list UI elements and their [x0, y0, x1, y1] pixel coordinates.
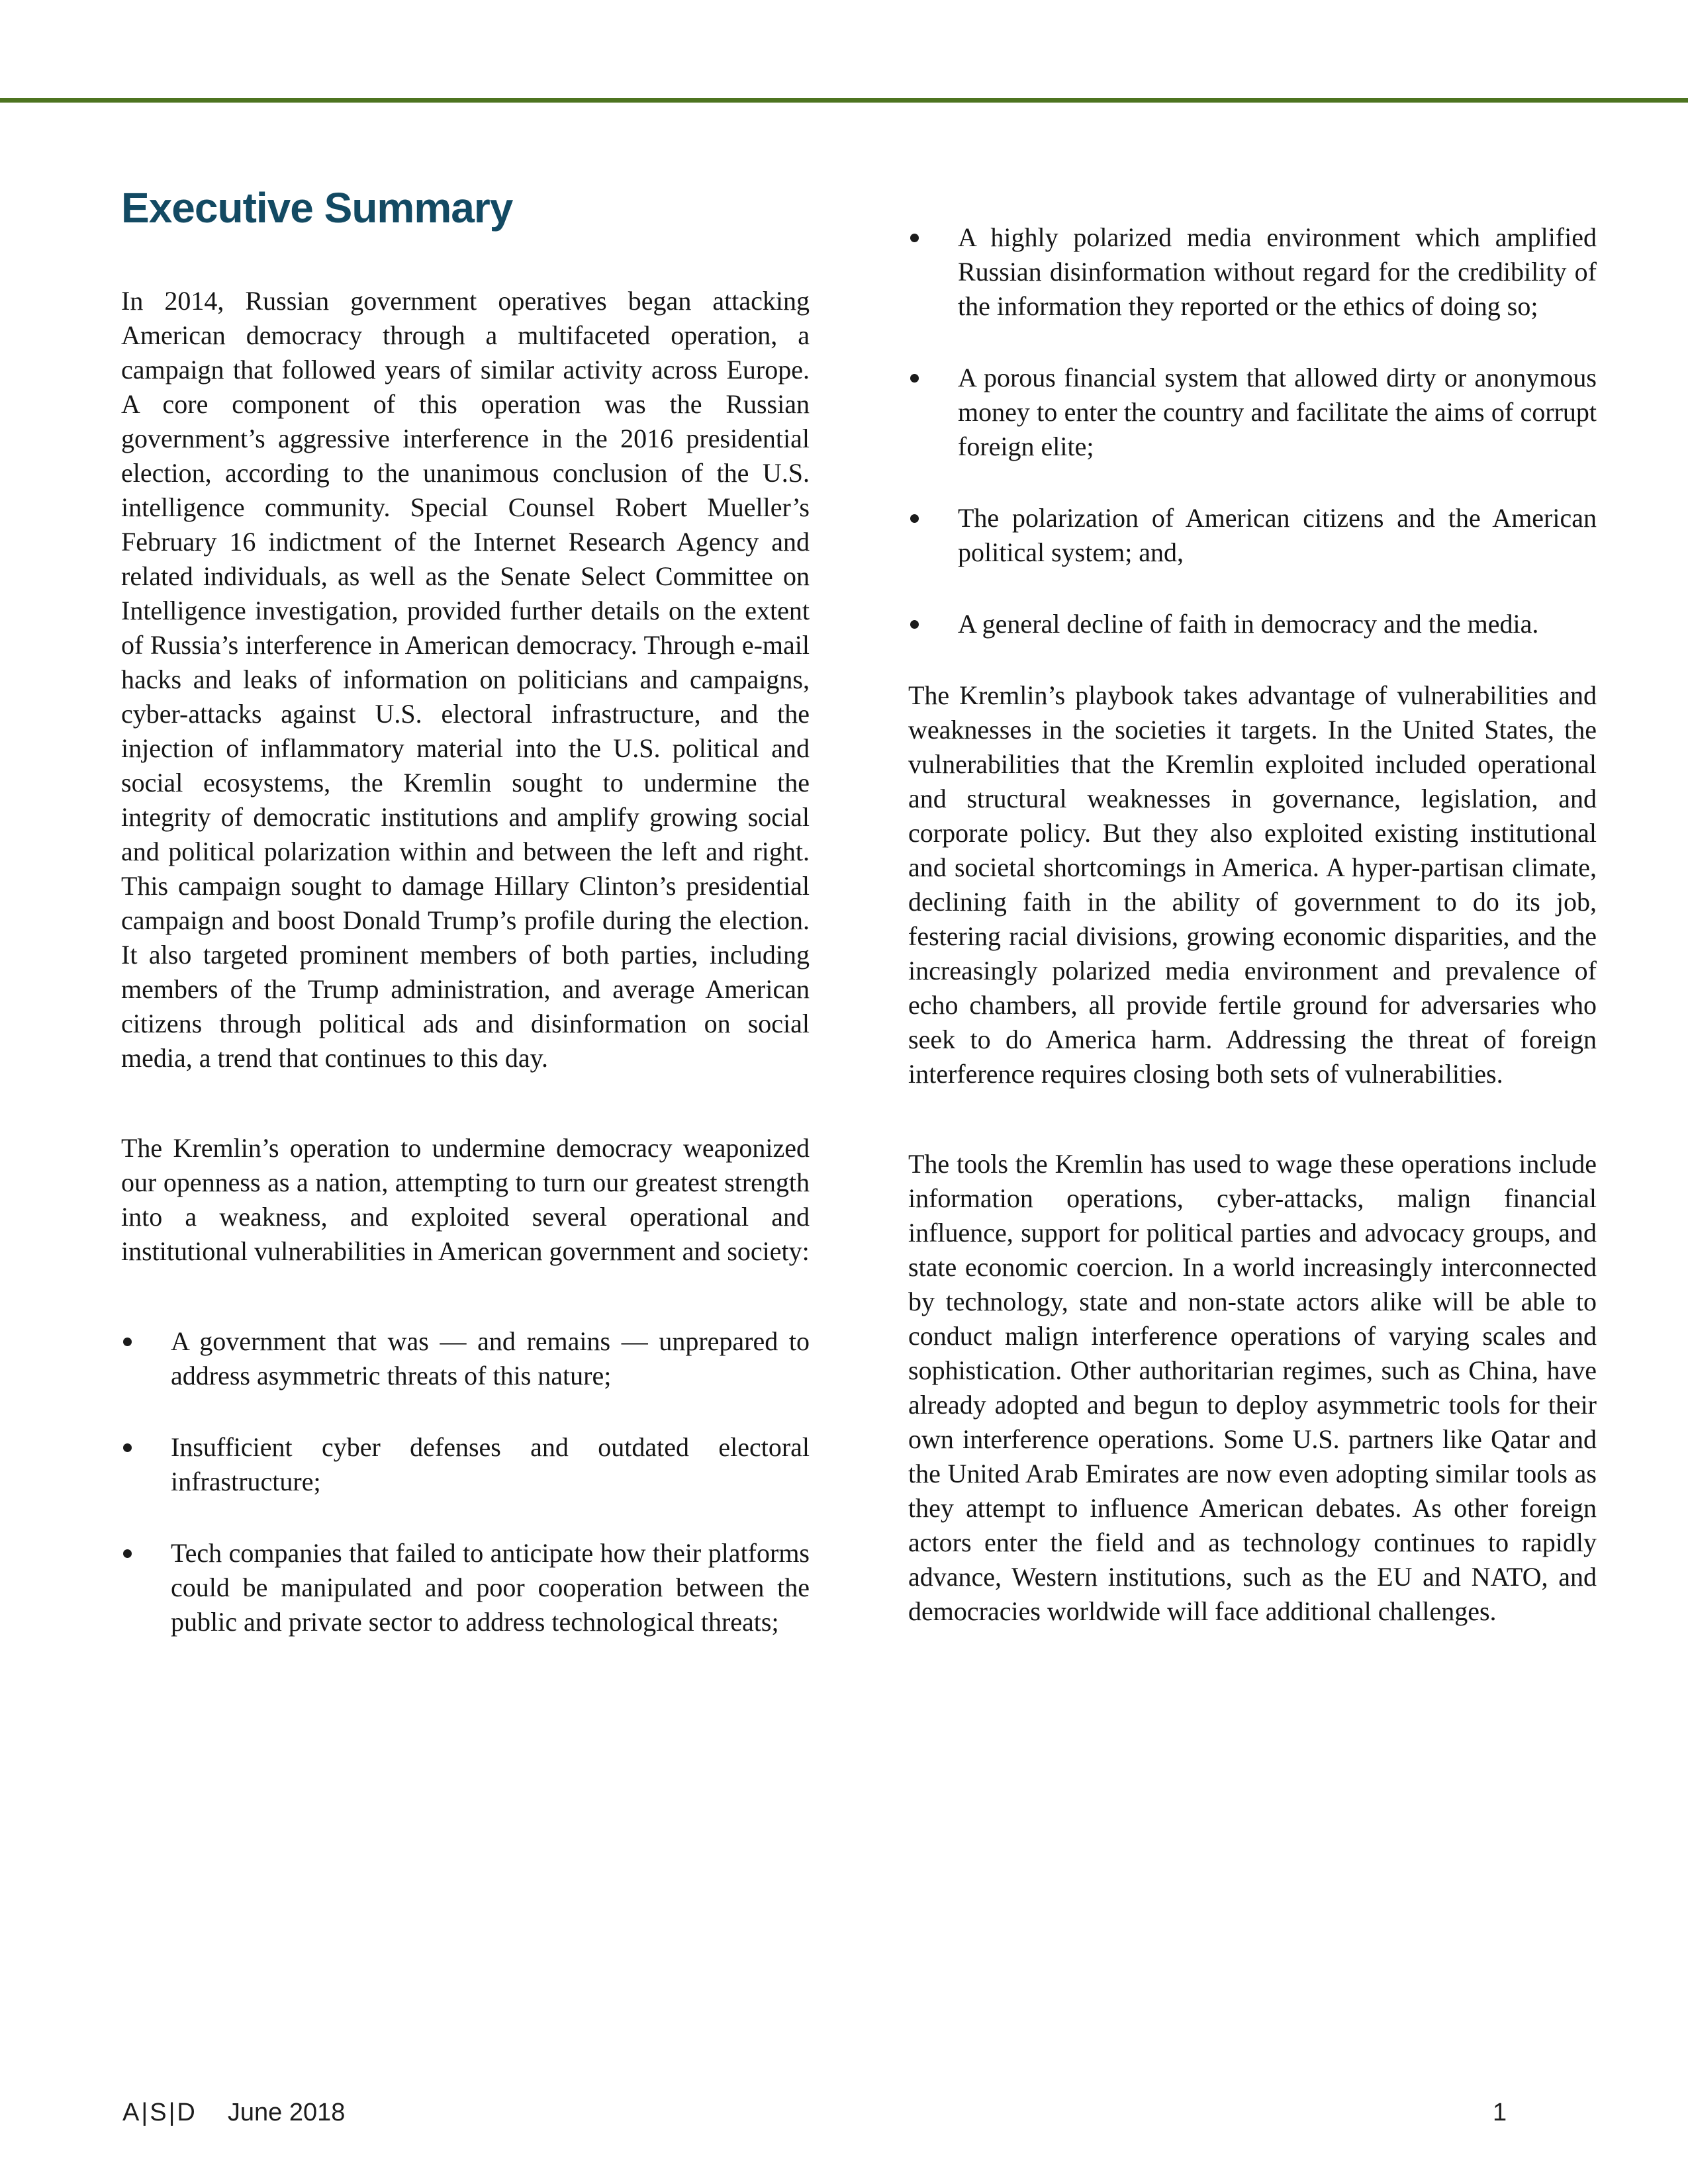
bullet-item	[121, 1430, 810, 1499]
page-number: 1	[1493, 2099, 1507, 2126]
footer-brand-label: A|S|D	[122, 2099, 197, 2126]
page-title: Executive Summary	[121, 184, 513, 232]
bullet-text: A general decline of faith in democracy and the media.	[958, 609, 1539, 639]
bullet-icon	[910, 374, 919, 383]
bullet-item	[908, 220, 1597, 324]
bullet-text: Insufficient cyber defenses and outdated electoral infrastructure;	[171, 1432, 810, 1496]
bullet-text: Tech companies that failed to anticipate how their platforms could be manipulated and poor cooperation between the public and private sector to address technological threats;	[171, 1538, 810, 1637]
bullet-icon	[910, 620, 919, 629]
bullet-item	[121, 1324, 810, 1393]
bullet-text: A government that was — and remains — unprepared to address asymmetric threats of this nature;	[171, 1326, 810, 1390]
bullet-item	[908, 501, 1597, 570]
top-rule-divider	[0, 98, 1688, 103]
bullet-item	[121, 1536, 810, 1639]
bullet-icon	[123, 1549, 132, 1558]
page-footer	[122, 2097, 345, 2128]
paragraph: The tools the Kremlin has used to wage these operations include information operations, cyber-attacks, malign financial influence, support for political parties and advocacy groups, and state economic coercion. In a world increasingly interconnected by technology, state and non-state actors alike will be able to conduct malign interference operations of varying scales and sophistication. Other authoritarian regimes, such as China, have already adopted and begun to deploy asymmetric tools for their own interference operations. Some U.S. partners like Qatar and the United Arab Emirates are now even adopting similar tools as they attempt to influence American debates. As other foreign actors enter the field and as technology continues to rapidly advance, Western institutions, such as the EU and NATO, and democracies worldwide will face additional challenges.	[908, 1149, 1597, 1626]
bullet-text: A porous financial system that allowed dirty or anonymous money to enter the country and facilitate the aims of corrupt foreign elite;	[958, 363, 1597, 461]
bullet-icon	[123, 1338, 132, 1346]
paragraph: The Kremlin’s operation to undermine democracy weaponized our openness as a nation, attempting to turn our greatest strength into a weakness, and exploited several operational and institutional vulnerabilities in American government and society:	[121, 1133, 810, 1266]
bullet-icon	[123, 1443, 132, 1452]
bullet-text: A highly polarized media environment which amplified Russian disinformation without regard for the credibility of the information they reported or the ethics of doing so;	[958, 222, 1597, 321]
right-column	[908, 220, 1597, 1684]
bullet-item	[908, 361, 1597, 464]
bullet-icon	[910, 234, 919, 242]
bullet-item	[908, 607, 1597, 641]
paragraph: The Kremlin’s playbook takes advantage of vulnerabilities and weaknesses in the societies it targets. In the United States, the vulnerabilities that the Kremlin exploited included operational and structural weaknesses in governance, legislation, and corporate policy. But they also exploited existing institutional and societal shortcomings in America. A hyper-partisan climate, declining faith in the ability of government to do its job, festering racial divisions, growing economic disparities, and the increasingly polarized media environment and prevalence of echo chambers, all provide fertile ground for adversaries who seek to do America harm. Addressing the threat of foreign interference requires closing both sets of vulnerabilities.	[908, 680, 1597, 1089]
bullet-text: The polarization of American citizens and the American political system; and,	[958, 503, 1597, 567]
bullet-icon	[910, 514, 919, 523]
footer-date-label: June 2018	[227, 2099, 346, 2126]
left-column	[121, 284, 810, 1676]
paragraph: In 2014, Russian government operatives began attacking American democracy through a multifaceted operation, a campaign that followed years of similar activity across Europe. A core component of this operation was the Russian government’s aggressive interference in the 2016 presidential election, according to the unanimous conclusion of the U.S. intelligence community. Special Counsel Robert Mueller’s February 16 indictment of the Internet Research Agency and related individuals, as well as the Senate Select Committee on Intelligence investigation, provided further details on the extent of Russia’s interference in American democracy. Through e-mail hacks and leaks of information on politicians and campaigns, cyber-attacks against U.S. electoral infrastructure, and the injection of inflammatory material into the U.S. political and social ecosystems, the Kremlin sought to undermine the integrity of democratic institutions and amplify growing social and political polarization within and between the left and right. This campaign sought to damage Hillary Clinton’s presidential campaign and boost Donald Trump’s profile during the election. It also targeted prominent members of both parties, including members of the Trump administration, and average American citizens through political ads and disinformation on social media, a trend that continues to this day.	[121, 286, 810, 1073]
